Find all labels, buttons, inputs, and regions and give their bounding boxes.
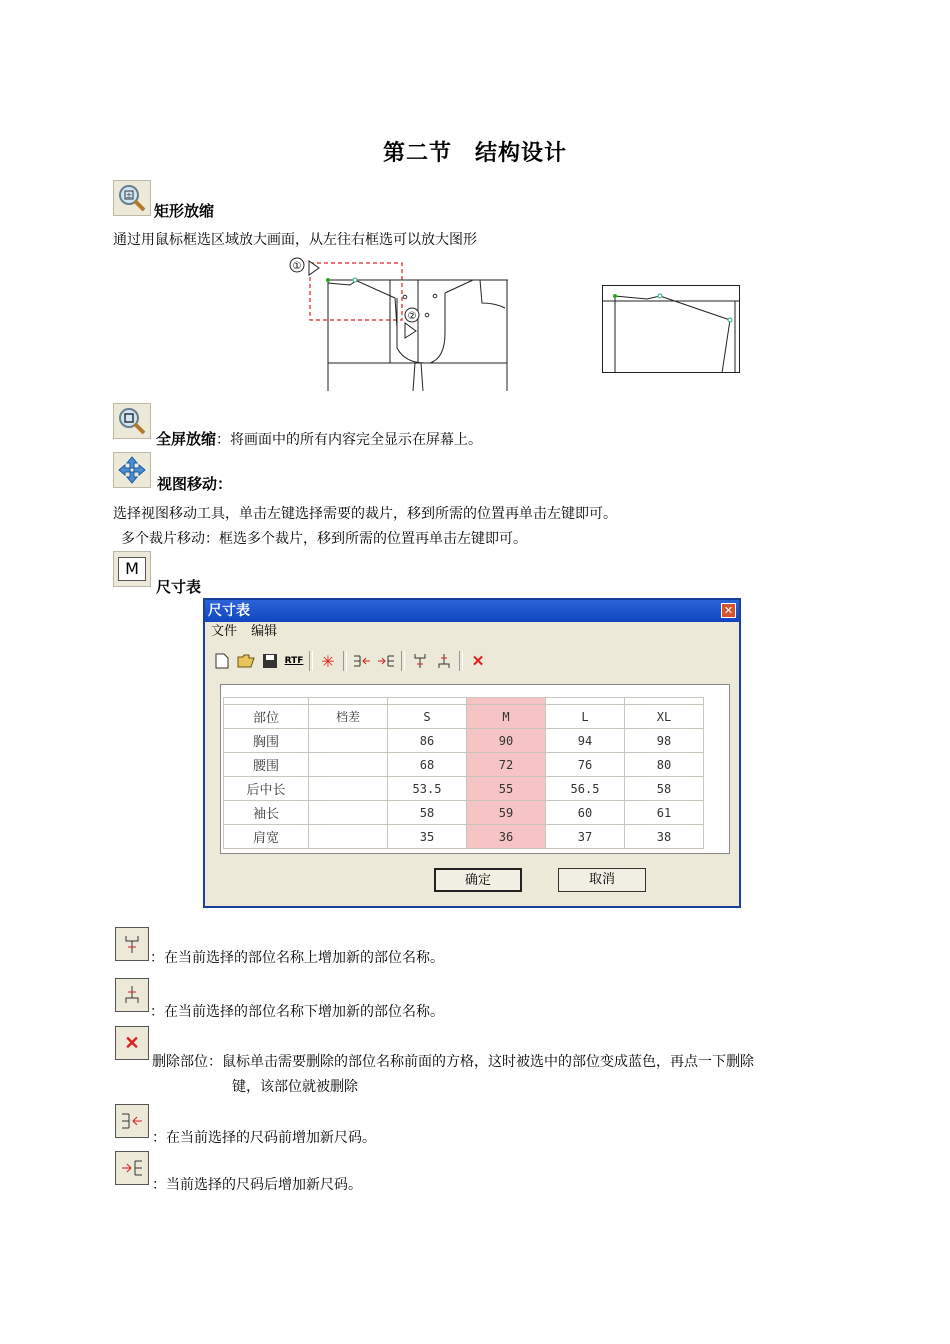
size-cell[interactable]: 86 xyxy=(388,729,467,753)
table-row xyxy=(224,777,704,801)
size-cell[interactable]: 58 xyxy=(388,801,467,825)
size-table-dialog xyxy=(203,598,741,908)
size-cell[interactable] xyxy=(309,753,388,777)
view-move-heading: 视图移动： xyxy=(157,475,233,493)
dialog-title: 尺寸表 xyxy=(208,603,250,619)
size-cell[interactable]: 98 xyxy=(625,729,704,753)
new-file-icon[interactable] xyxy=(211,650,233,672)
size-cell[interactable] xyxy=(309,777,388,801)
size-grid xyxy=(220,684,730,854)
table-row xyxy=(224,825,704,849)
size-cell[interactable]: 59 xyxy=(467,801,546,825)
size-table-icon: M xyxy=(113,551,151,587)
size-cell[interactable]: 58 xyxy=(625,777,704,801)
menu-edit[interactable]: 编辑 xyxy=(251,624,278,639)
size-cell[interactable]: 60 xyxy=(546,801,625,825)
size-cell[interactable]: 90 xyxy=(467,729,546,753)
note-insert-size-after: ：当前选择的尺码后增加新尺码。 xyxy=(152,1177,362,1193)
column-header[interactable]: XL xyxy=(625,705,704,729)
note-delete-1: 删除部位：鼠标单击需要删除的部位名称前面的方格，这时被选中的部位变成蓝色，再点一下删除 xyxy=(152,1054,754,1070)
size-cell[interactable]: 53.5 xyxy=(388,777,467,801)
note-insert-above: ：在当前选择的部位名称上增加新的部位名称。 xyxy=(150,950,444,966)
note-insert-size-before: ：在当前选择的尺码前增加新尺码。 xyxy=(152,1130,376,1146)
part-name-cell[interactable]: 袖长 xyxy=(224,801,309,825)
part-name-cell[interactable]: 肩宽 xyxy=(224,825,309,849)
size-cell[interactable]: 72 xyxy=(467,753,546,777)
view-move-desc2: 多个裁片移动：框选多个裁片，移到所需的位置再单击左键即可。 xyxy=(121,531,527,547)
size-table xyxy=(223,697,704,849)
part-name-cell[interactable]: 胸围 xyxy=(224,729,309,753)
column-header[interactable]: 档差 xyxy=(309,705,388,729)
zoom-rect-icon xyxy=(113,180,151,216)
rect-zoom-heading: 矩形放缩 xyxy=(154,202,215,220)
size-cell[interactable]: 76 xyxy=(546,753,625,777)
insert-part-above-icon xyxy=(115,927,149,961)
column-header[interactable]: S xyxy=(388,705,467,729)
size-table-heading: 尺寸表 xyxy=(156,578,202,596)
table-row xyxy=(224,801,704,825)
zoom-fit-icon xyxy=(113,403,151,439)
part-name-cell[interactable]: 腰围 xyxy=(224,753,309,777)
column-header[interactable]: M xyxy=(467,705,546,729)
toolbar xyxy=(211,648,489,674)
table-spacer-row xyxy=(224,698,704,705)
table-row xyxy=(224,753,704,777)
size-cell[interactable]: 94 xyxy=(546,729,625,753)
full-zoom-desc: ：将画面中的所有内容完全显示在屏幕上。 xyxy=(216,432,483,448)
size-cell[interactable]: 68 xyxy=(388,753,467,777)
size-cell[interactable] xyxy=(309,801,388,825)
menubar xyxy=(205,622,739,642)
note-insert-below: ：在当前选择的部位名称下增加新的部位名称。 xyxy=(150,1004,444,1020)
table-row xyxy=(224,729,704,753)
size-cell[interactable]: 38 xyxy=(625,825,704,849)
insert-size-before-icon[interactable] xyxy=(351,650,373,672)
full-zoom-heading: 全屏放缩 xyxy=(156,430,217,448)
marker-1: ① xyxy=(292,261,302,272)
size-cell[interactable] xyxy=(309,729,388,753)
zoomed-view xyxy=(602,285,740,373)
table-header-row xyxy=(224,705,704,729)
marker-2: ② xyxy=(407,311,417,322)
part-name-cell[interactable]: 部位 xyxy=(224,705,309,729)
view-move-icon xyxy=(113,452,151,488)
insert-size-after-icon xyxy=(115,1151,149,1185)
insert-size-before-icon xyxy=(115,1104,149,1138)
size-cell[interactable]: 56.5 xyxy=(546,777,625,801)
dialog-titlebar xyxy=(205,600,739,622)
rtf-export-button[interactable]: RTF xyxy=(284,656,304,666)
close-icon[interactable]: ✕ xyxy=(721,603,736,618)
column-header[interactable]: L xyxy=(546,705,625,729)
rect-zoom-desc: 通过用鼠标框选区域放大画面，从左往右框选可以放大图形 xyxy=(113,232,477,248)
size-cell[interactable]: 55 xyxy=(467,777,546,801)
part-name-cell[interactable]: 后中长 xyxy=(224,777,309,801)
view-move-desc1: 选择视图移动工具，单击左键选择需要的裁片，移到所需的位置再单击左键即可。 xyxy=(113,506,617,522)
insert-part-above-icon[interactable] xyxy=(409,650,431,672)
open-folder-icon[interactable] xyxy=(235,650,257,672)
page-title: 第二节 结构设计 xyxy=(382,141,567,166)
insert-size-after-icon[interactable] xyxy=(375,650,397,672)
delete-part-icon[interactable]: ✕ xyxy=(471,652,485,670)
svg-text:±: ± xyxy=(125,191,133,200)
size-cell[interactable] xyxy=(309,825,388,849)
delete-part-icon: ✕ xyxy=(115,1026,149,1060)
size-cell[interactable]: 80 xyxy=(625,753,704,777)
insert-part-below-icon xyxy=(115,978,149,1012)
insert-part-below-icon[interactable] xyxy=(433,650,455,672)
size-cell[interactable]: 61 xyxy=(625,801,704,825)
menu-file[interactable]: 文件 xyxy=(211,624,238,639)
cancel-button[interactable]: 取消 xyxy=(558,868,646,892)
size-cell[interactable]: 37 xyxy=(546,825,625,849)
size-cell[interactable]: 36 xyxy=(467,825,546,849)
size-cell[interactable]: 35 xyxy=(388,825,467,849)
pattern-drawing xyxy=(285,253,515,393)
note-delete-2: 键，该部位就被删除 xyxy=(232,1079,358,1095)
star-icon[interactable]: ✳ xyxy=(321,651,335,671)
save-icon[interactable] xyxy=(259,650,281,672)
ok-button[interactable]: 确定 xyxy=(434,868,522,892)
